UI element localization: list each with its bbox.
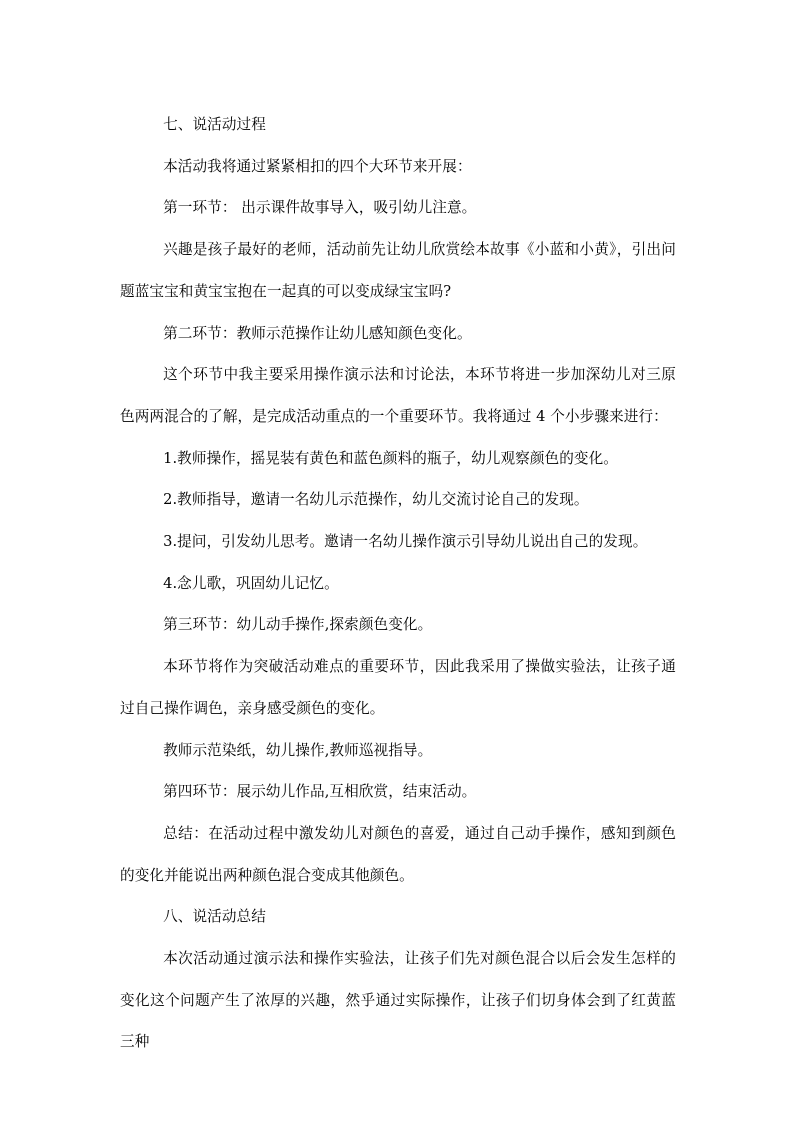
list-item-step-2: 2.教师指导，邀请一名幼儿示范操作，幼儿交流讨论自己的发现。: [163, 491, 589, 509]
paragraph-stage-three: 第三环节：幼儿动手操作,探索颜色变化。: [163, 616, 433, 634]
paragraph-stage-one-detail: 兴趣是孩子最好的老师，活动前先让幼儿欣赏绘本故事《小蓝和小黄》，引出问题蓝宝宝和黄宝宝抱在一起真的可以变成绿宝宝吗?: [120, 241, 676, 300]
document-body: [120, 104, 676, 1063]
list-item-step-4: 4.念儿歌，巩固幼儿记忆。: [163, 574, 339, 592]
paragraph-intro: 本活动我将通过紧紧相扣的四个大环节来开展：: [163, 157, 472, 175]
list-item-step-3: 3.提问，引发幼儿思考。邀请一名幼儿操作演示引导幼儿说出自己的发现。: [163, 533, 648, 551]
paragraph-stage-two: 第二环节：教师示范操作让幼儿感知颜色变化。: [163, 324, 472, 342]
paragraph-stage-two-detail: 这个环节中我主要采用操作演示法和讨论法，本环节将进一步加深幼儿对三原色两两混合的了解，是完成活动重点的一个重要环节。我将通过 4 个小步骤来进行：: [120, 366, 676, 425]
list-item-step-1: 1.教师操作，摇晃装有黄色和蓝色颜料的瓶子，幼儿观察颜色的变化。: [163, 449, 619, 467]
section-heading-summary: 八、说活动总结: [163, 908, 266, 926]
paragraph-stage-one: 第一环节： 出示课件故事导入，吸引幼儿注意。: [163, 199, 477, 217]
paragraph-conclusion: 本次活动通过演示法和操作实验法，让孩子们先对颜色混合以后会发生怎样的变化这个问题产生了浓厚的兴趣，然乎通过实际操作，让孩子们切身体会到了红黄蓝三种: [120, 950, 676, 1051]
paragraph-stage-four: 第四环节：展示幼儿作品,互相欣赏，结束活动。: [163, 783, 477, 801]
paragraph-demo: 教师示范染纸，幼儿操作,教师巡视指导。: [163, 741, 433, 759]
section-heading-process: 七、说活动过程: [163, 116, 266, 133]
paragraph-stage-three-detail: 本环节将作为突破活动难点的重要环节，因此我采用了操做实验法，让孩子通过自己操作调色，亲身感受颜色的变化。: [120, 658, 676, 717]
paragraph-summary: 总结：在活动过程中激发幼儿对颜色的喜爱，通过自己动手操作，感知到颜色的变化并能说出两种颜色混合变成其他颜色。: [120, 824, 676, 884]
